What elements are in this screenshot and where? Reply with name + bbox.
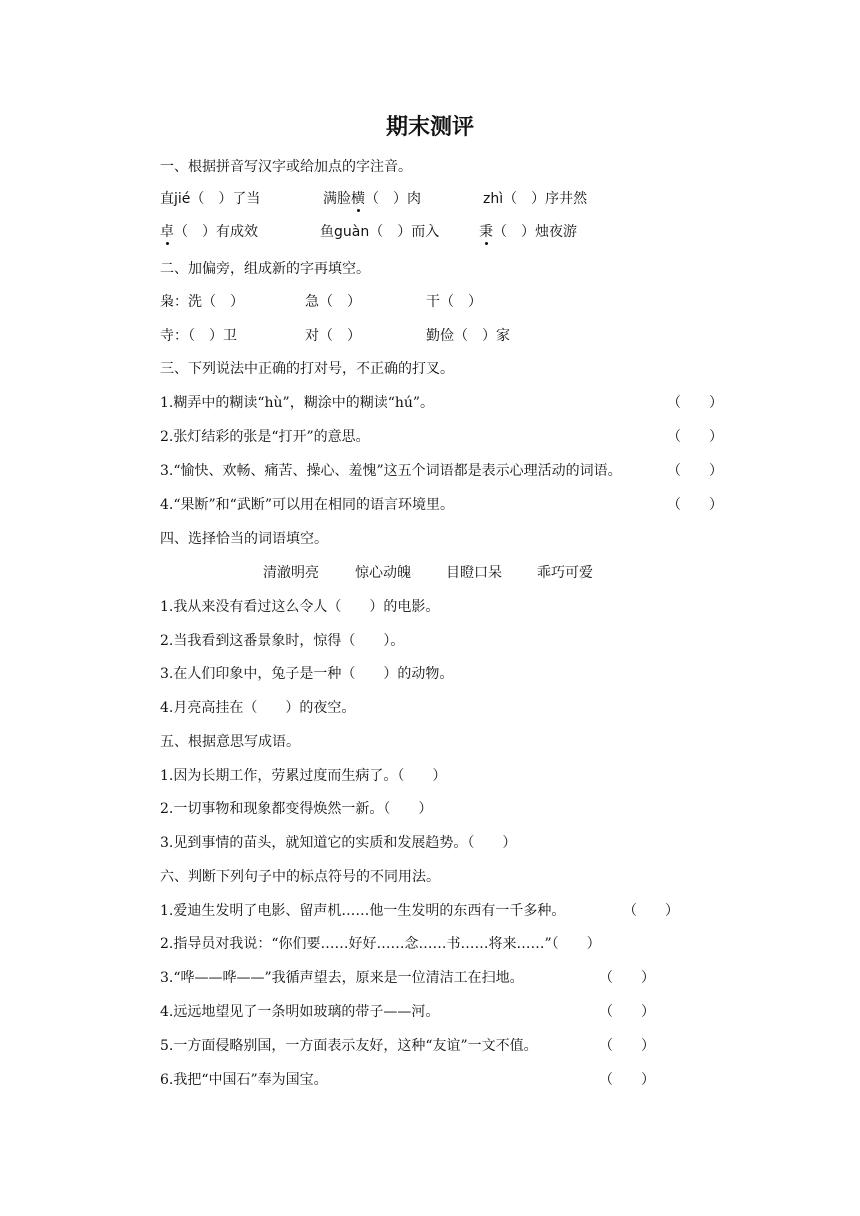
word-option: 惊心动魄 (355, 565, 411, 581)
item-guan (320, 223, 439, 241)
answer-paren: （ ） (667, 463, 723, 479)
answer-paren: （ ） (599, 1004, 655, 1020)
blank-tail: （ ）烛夜游 (493, 224, 577, 240)
judge-question: 2.张灯结彩的张是“打开”的意思。 (160, 429, 370, 445)
judge-question: 4.“果断”和“武断”可以用在相同的语言环境里。 (160, 497, 454, 513)
section-3-heading: 三、下列说法中正确的打对号，不正确的打叉。 (160, 361, 454, 377)
section-1-heading: 一、根据拼音写汉字或给加点的字注音。 (160, 159, 412, 175)
word-option: 清澈明亮 (263, 565, 319, 581)
radical-item: 枭：洗（ ） (160, 294, 244, 310)
blank-tail: （ ）了当 (190, 191, 261, 207)
blank-tail: （ ）肉 (365, 191, 421, 207)
item-zhi-jie (160, 190, 260, 208)
blank-tail: （ ）有成效 (174, 224, 258, 240)
idiom-question: 1.因为长期工作，劳累过度而生病了。（ ） (160, 768, 447, 784)
judge-question: 3.“愉快、欢畅、痛苦、操心、羞愧”这五个词语都是表示心理活动的词语。 (160, 463, 622, 479)
pinyin: guàn (334, 224, 370, 240)
pinyin: zhì (483, 191, 504, 207)
blank-tail: （ ）序井然 (503, 191, 588, 207)
item-zhuo (160, 223, 258, 241)
punct-question: 5.一方面侵略别国，一方面表示友好，这种“友谊”一文不值。 (160, 1038, 538, 1054)
hanzi: 鱼 (320, 224, 334, 240)
judge-question: 1.糊弄中的糊读“hù”，糊涂中的糊读“hú”。 (160, 395, 435, 411)
punct-question: 6.我把“中国石”奉为国宝。 (160, 1072, 328, 1088)
answer-paren: （ ） (599, 1038, 655, 1054)
answer-paren: （ ） (599, 1072, 655, 1088)
radical-item: 对（ ） (305, 328, 361, 344)
answer-paren: （ ） (667, 395, 723, 411)
section-6-heading: 六、判断下列句子中的标点符号的不同用法。 (160, 869, 440, 885)
idiom-question: 2.一切事物和现象都变得焕然一新。（ ） (160, 801, 433, 817)
item-heng-rou (323, 190, 421, 208)
word-option: 目瞪口呆 (446, 565, 502, 581)
item-bing (479, 223, 577, 241)
dotted-char: 卓 (160, 224, 174, 240)
section-4-heading: 四、选择恰当的词语填空。 (160, 531, 328, 547)
punct-question: 2.指导员对我说：“你们要……好好……念……书……将来……”（ ） (160, 936, 601, 952)
fill-question: 2.当我看到这番景象时，惊得（ ）。 (160, 633, 405, 649)
idiom-question: 3.见到事情的苗头，就知道它的实质和发展趋势。（ ） (160, 835, 517, 851)
radical-item: 急（ ） (305, 294, 361, 310)
answer-paren: （ ） (667, 429, 723, 445)
page-title: 期末测评 (385, 115, 474, 140)
item-zhi-xu (483, 190, 587, 208)
answer-paren: （ ） (623, 903, 679, 919)
radical-item: 勤俭（ ）家 (426, 328, 510, 344)
answer-paren: （ ） (667, 497, 723, 513)
fill-question: 1.我从来没有看过这么令人（ ）的电影。 (160, 599, 440, 615)
punct-question: 4.远远地望见了一条明如玻璃的带子——河。 (160, 1004, 440, 1020)
radical-item: 干（ ） (426, 294, 482, 310)
punct-question: 3.“哗——哗——”我循声望去，原来是一位清洁工在扫地。 (160, 970, 524, 986)
section-5-heading: 五、根据意思写成语。 (160, 734, 300, 750)
radical-item: 寺：（ ）卫 (160, 328, 237, 344)
blank-tail: （ ）而入 (369, 224, 440, 240)
dotted-char: 横 (351, 191, 365, 207)
fill-question: 3.在人们印象中，兔子是一种（ ）的动物。 (160, 666, 454, 682)
prefix: 满脸 (323, 191, 351, 207)
answer-paren: （ ） (599, 970, 655, 986)
word-option: 乖巧可爱 (537, 565, 593, 581)
pinyin: jié (174, 191, 191, 207)
hanzi: 直 (160, 191, 174, 207)
punct-question: 1.爱迪生发明了电影、留声机……他一生发明的东西有一千多种。 (160, 903, 566, 919)
fill-question: 4.月亮高挂在（ ）的夜空。 (160, 700, 356, 716)
dotted-char: 秉 (479, 224, 493, 240)
section-2-heading: 二、加偏旁，组成新的字再填空。 (160, 261, 370, 277)
